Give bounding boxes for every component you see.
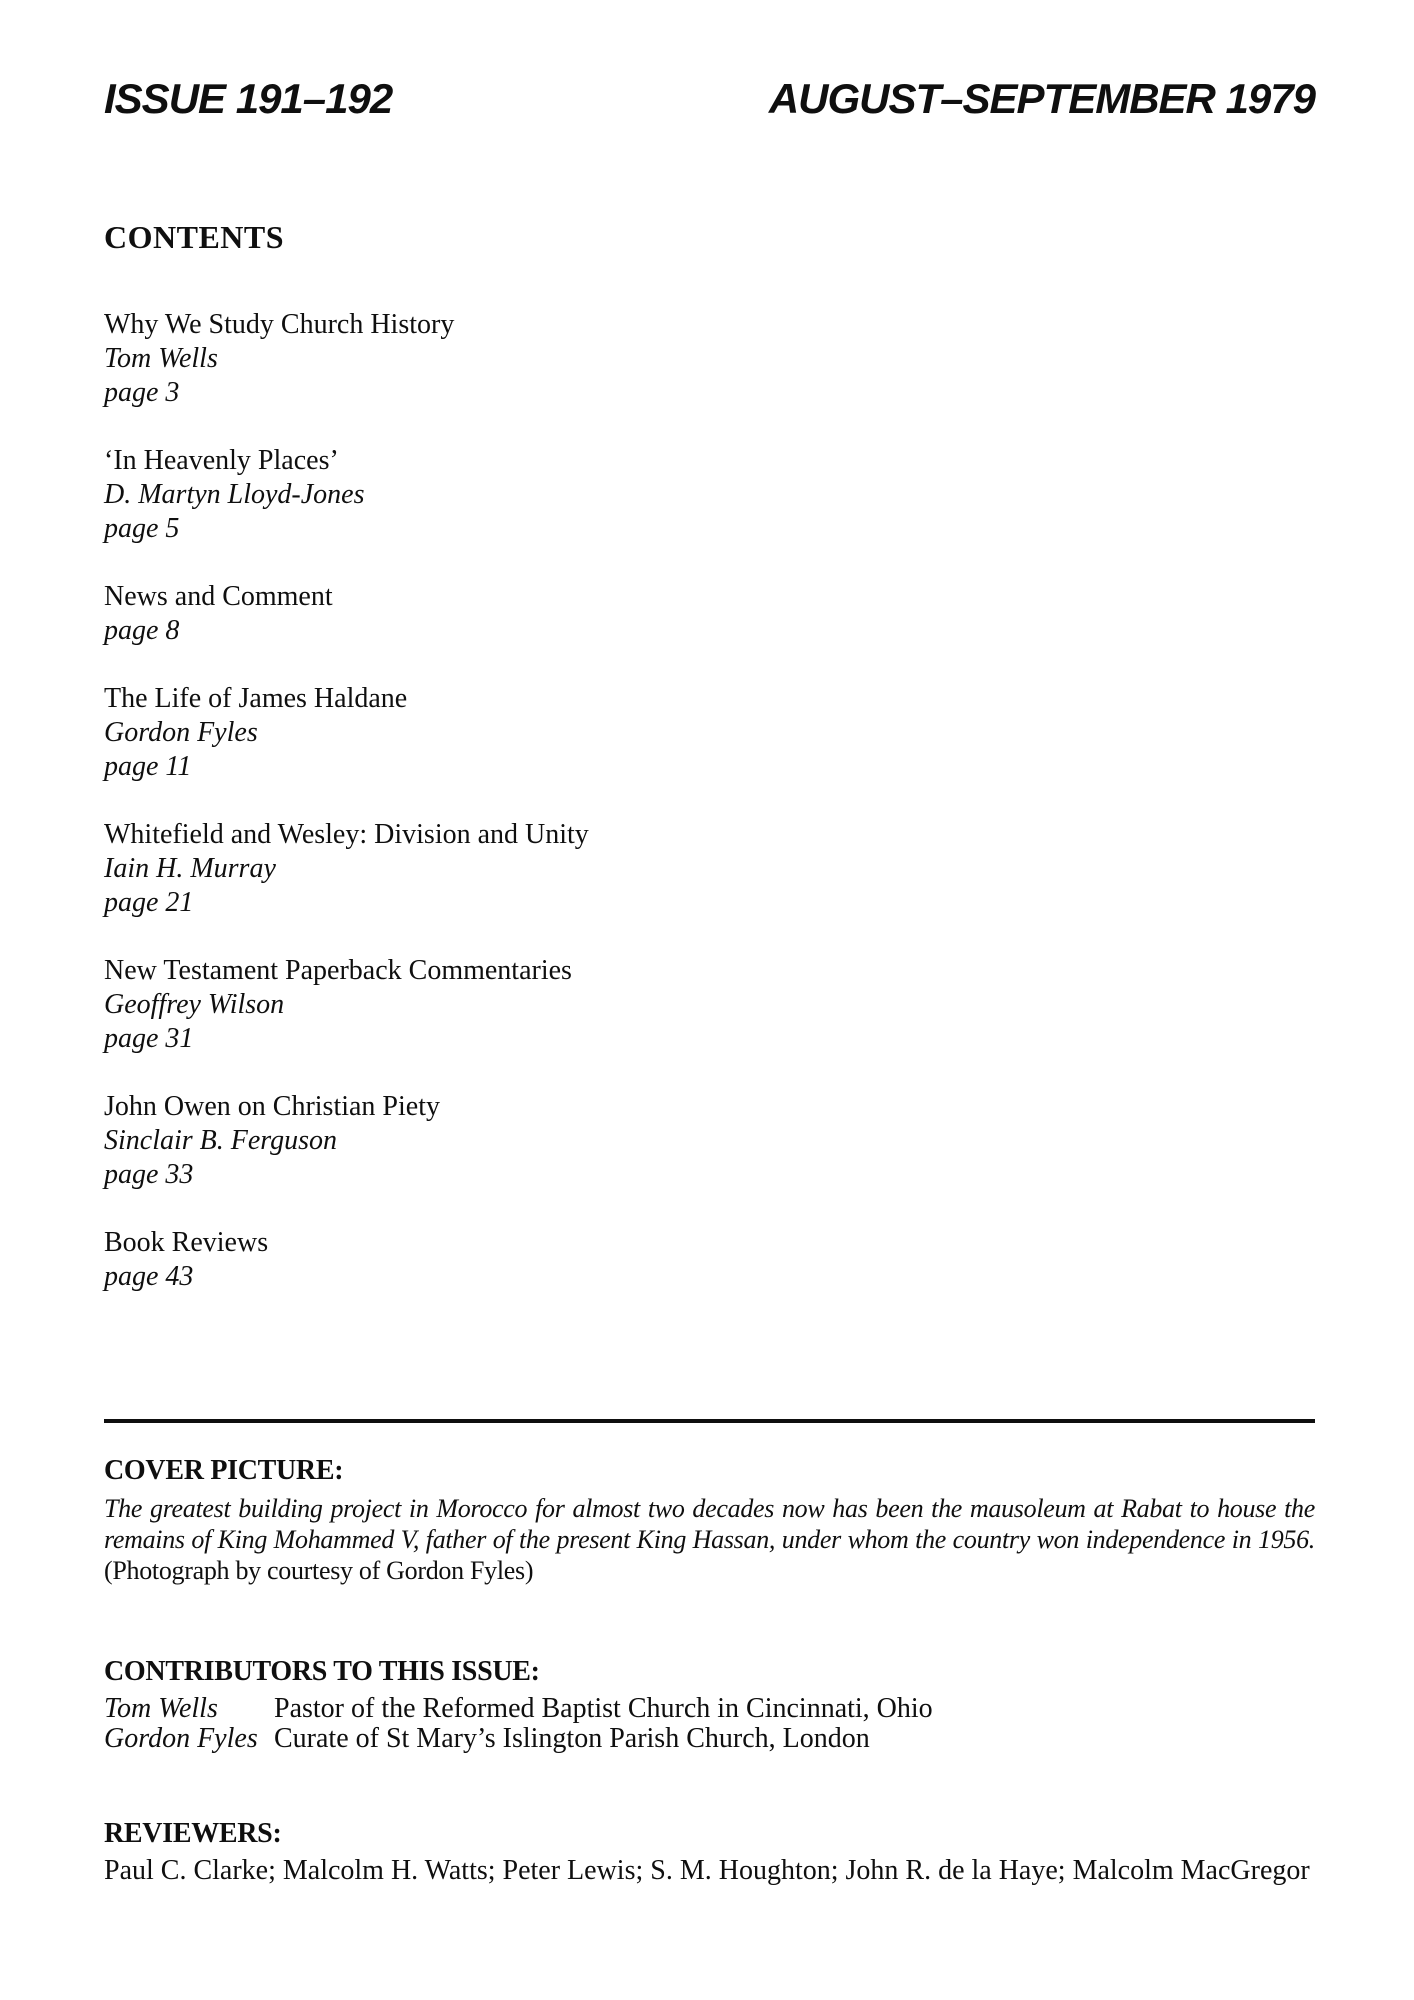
toc-entry [104,444,1315,546]
contributor-description: Curate of St Mary’s Islington Parish Church, London [274,1723,870,1754]
contents-heading: CONTENTS [104,219,285,255]
toc-entry [104,308,1315,410]
cover-picture-caption-italic: The greatest building project in Morocco for almost two decades now has been the mausoleum at Rabat to house the remains of King Mohammed V, father of the present King Hassan, under whom the country won independence in 1956. [104,1494,1315,1554]
contributor-row [104,1724,1315,1754]
toc-entry-title: Whitefield and Wesley: Division and Unity [104,819,589,850]
toc-entry [104,818,1315,920]
toc-entry-author: Tom Wells [104,343,218,374]
toc-entry-page: page 11 [104,751,192,782]
table-of-contents [104,308,1315,1294]
toc-entry-title: The Life of James Haldane [104,683,408,714]
masthead [104,76,1315,122]
cover-picture-heading: COVER PICTURE: [104,1455,344,1486]
toc-entry-author: Geoffrey Wilson [104,989,285,1020]
toc-entry-title: John Owen on Christian Piety [104,1091,440,1122]
contributors-list [104,1694,1315,1754]
toc-entry-author: Gordon Fyles [104,717,258,748]
toc-entry [104,1226,1315,1294]
contributor-name: Tom Wells [104,1693,218,1724]
contributor-name: Gordon Fyles [104,1723,258,1754]
contributor-description: Pastor of the Reformed Baptist Church in Cincinnati, Ohio [274,1693,933,1724]
toc-entry-author: Sinclair B. Ferguson [104,1125,338,1156]
contributors-heading: CONTRIBUTORS TO THIS ISSUE: [104,1656,540,1687]
toc-entry-title: Book Reviews [104,1227,269,1258]
toc-entry-title: New Testament Paperback Commentaries [104,955,572,986]
issue-number: ISSUE 191–192 [104,75,393,122]
toc-entry-page: page 33 [104,1159,194,1190]
cover-picture-description [104,1493,1315,1586]
reviewers-names: Paul C. Clarke; Malcolm H. Watts; Peter Lewis; S. M. Houghton; John R. de la Haye; Malcolm MacGregor [104,1855,1310,1886]
toc-entry [104,954,1315,1056]
contributor-row [104,1694,1315,1724]
reviewers-heading: REVIEWERS: [104,1818,282,1849]
toc-entry-page: page 31 [104,1023,194,1054]
toc-entry [104,682,1315,784]
section-divider [104,1419,1315,1423]
cover-picture-caption-credit: (Photograph by courtesy of Gordon Fyles) [104,1556,534,1585]
toc-entry-page: page 8 [104,615,180,646]
toc-entry-page: page 5 [104,513,180,544]
toc-entry-author: Iain H. Murray [104,853,276,884]
toc-entry [104,1090,1315,1192]
toc-entry-page: page 3 [104,377,180,408]
issue-date: AUGUST–SEPTEMBER 1979 [768,75,1315,122]
toc-entry-title: ‘In Heavenly Places’ [104,445,339,476]
toc-entry-page: page 21 [104,887,194,918]
toc-entry-page: page 43 [104,1261,194,1292]
toc-entry [104,580,1315,648]
toc-entry-title: Why We Study Church History [104,309,455,340]
toc-entry-author: D. Martyn Lloyd-Jones [104,479,365,510]
toc-entry-title: News and Comment [104,581,333,612]
